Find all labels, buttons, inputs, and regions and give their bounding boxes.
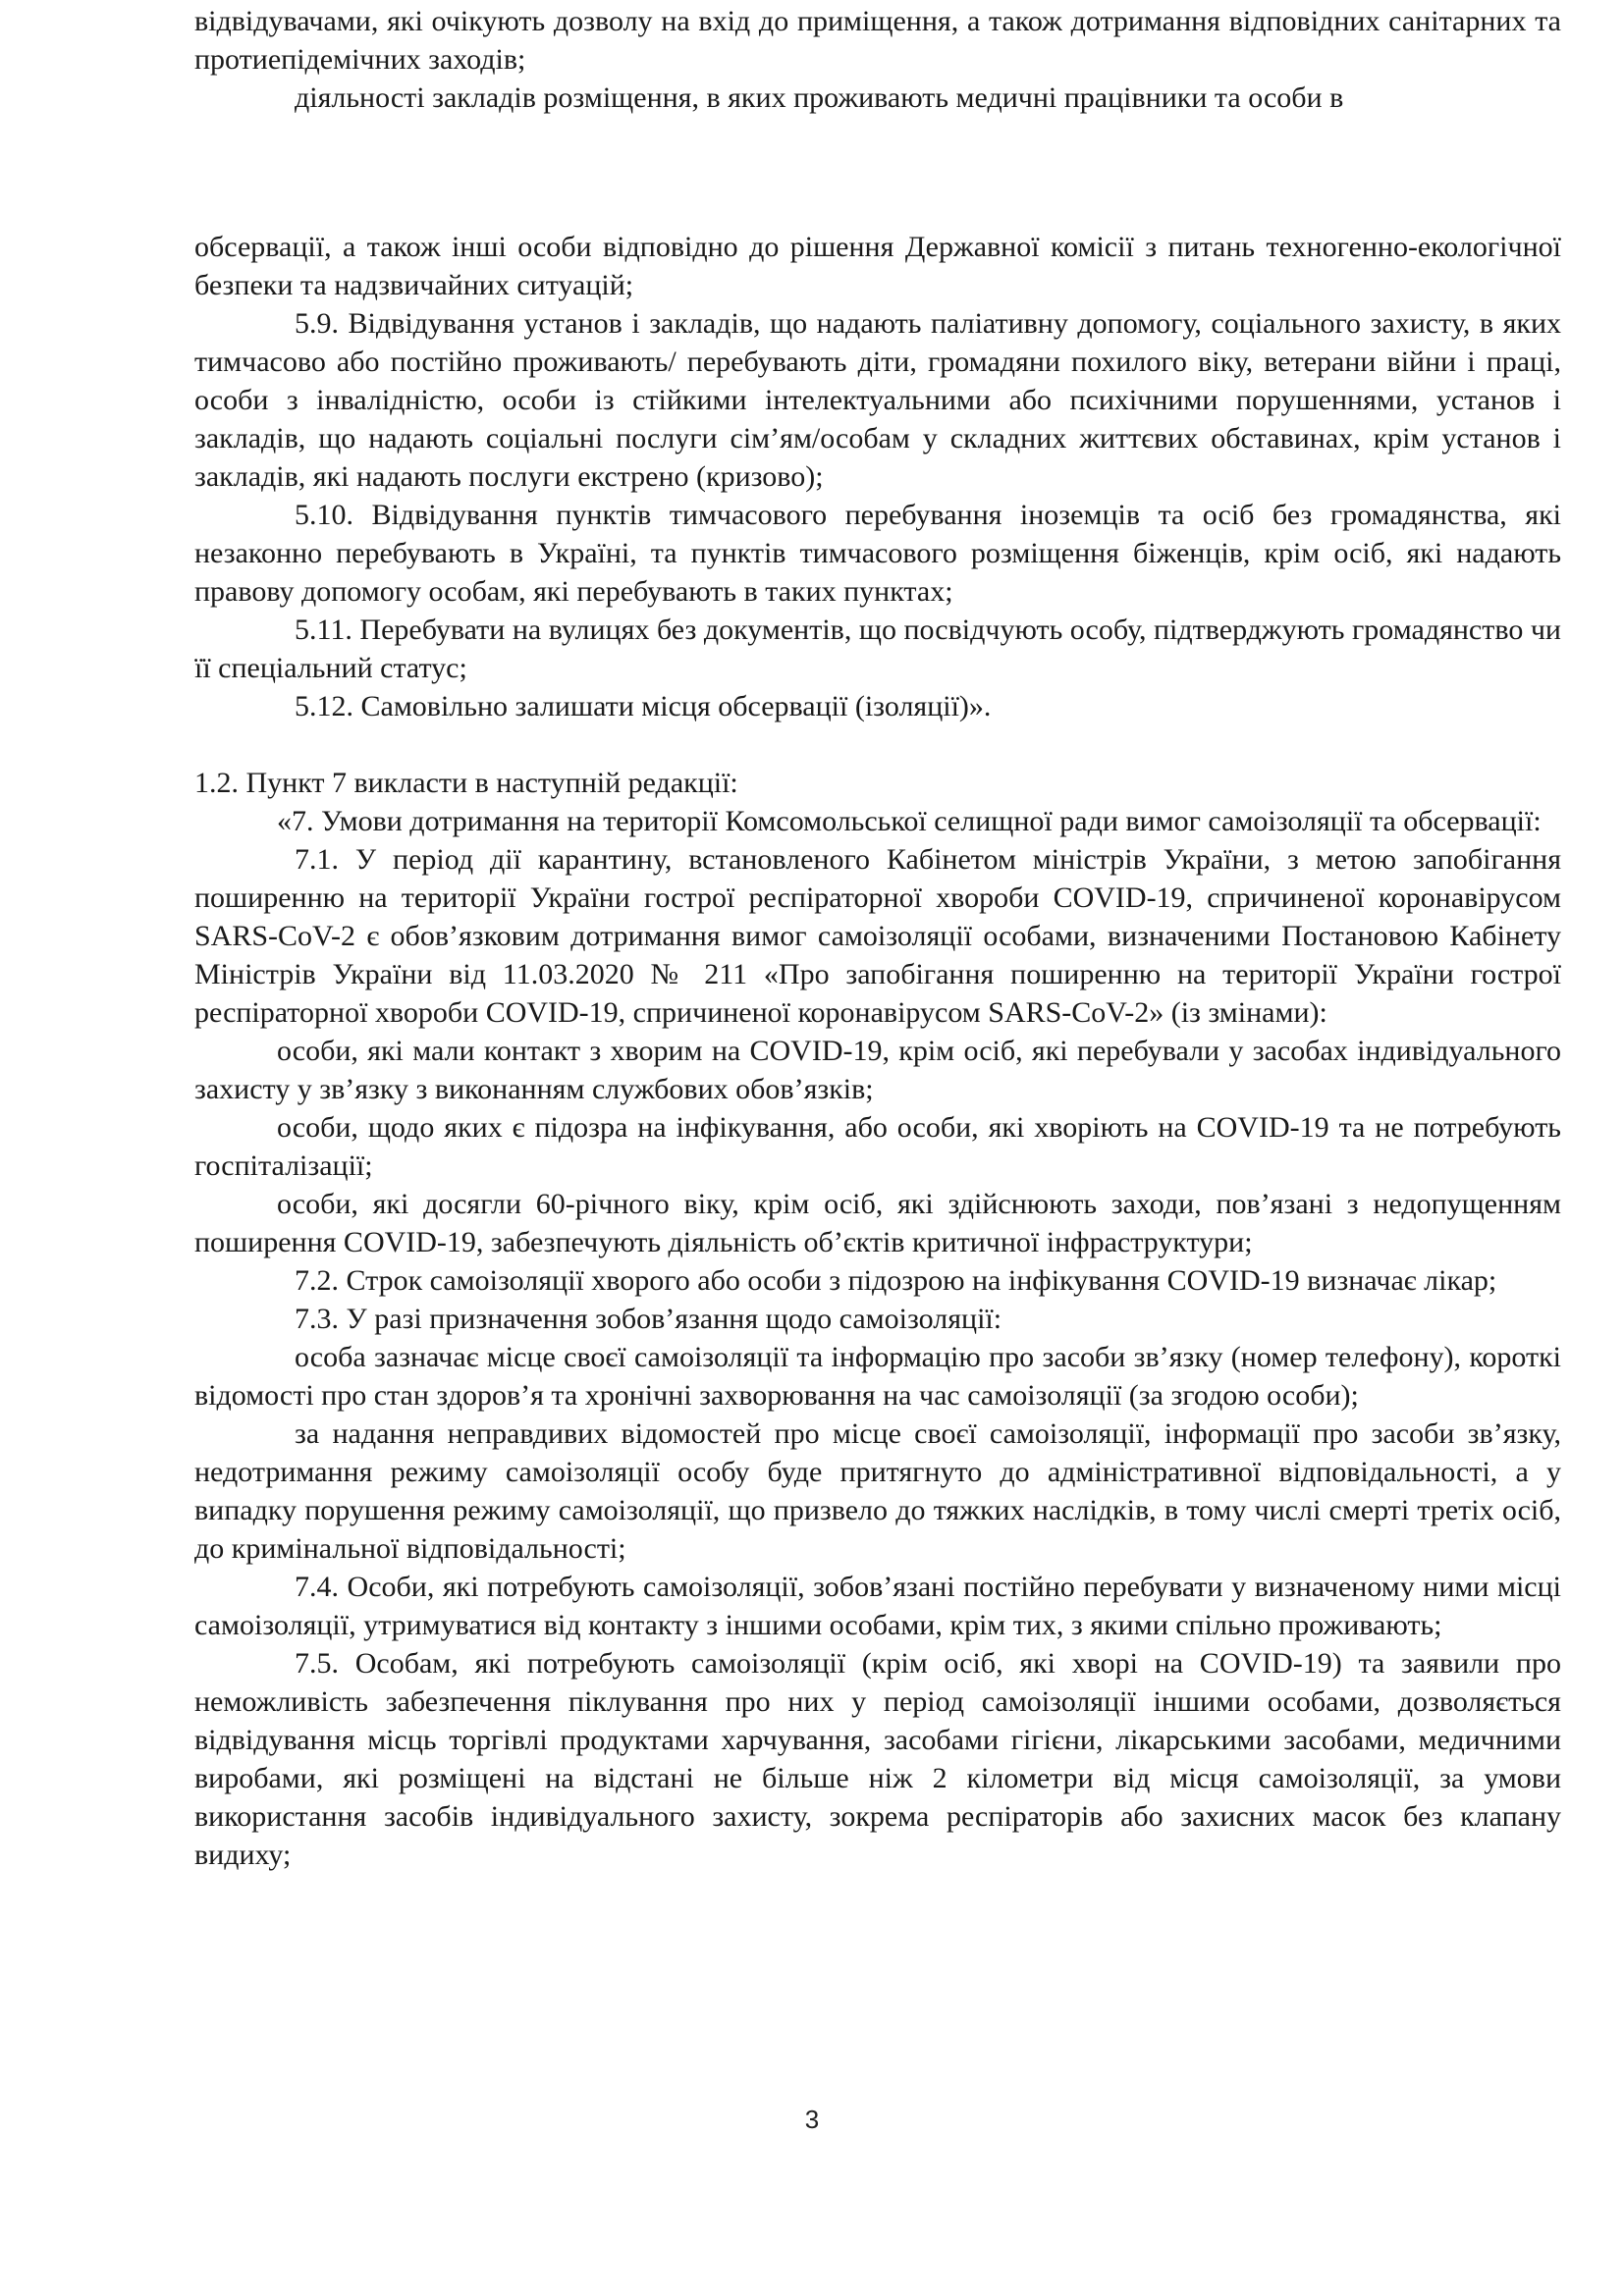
- paragraph-observation: обсервації, а також інші особи відповідно до рішення Державної комісії з питань техногенно-екологічної безпеки та надзвичайних ситуацій;: [194, 231, 1561, 301]
- item-1-2: 1.2. Пункт 7 викласти в наступній редакції:: [194, 767, 738, 799]
- page-top-fragment: [194, 2, 1561, 117]
- list-item-contact-info: особа зазначає місце своєї самоізоляції та інформацію про засоби зв’язку (номер телефону), короткі відомості про стан здоров’я та хронічні захворювання на час самоізоляції (за згодою особи);: [194, 1341, 1561, 1412]
- list-item-liability: за надання неправдивих відомостей про місце своєї самоізоляції, інформації про засоби зв’язку, недотримання режиму самоізоляції особу буде притягнуто до адміністративної відповідальності, а у випадку порушення режиму самоізоляції, що призвело до тяжких наслідків, в тому числі смерті третіх осіб, до кримінальної відповідальності;: [194, 1417, 1561, 1565]
- item-5-9: 5.9. Відвідування установ і закладів, що надають паліативну допомогу, соціального захисту, в яких тимчасово або постійно проживають/ перебувають діти, громадяни похилого віку, ветерани війни і праці, особи з інвалідністю, особи із стійкими інтелектуальними або психічними порушеннями, установ і закладів, що надають соціальні послуги сім’ям/особам у складних життєвих обставинах, крім установ і закладів, які надають послуги екстрено (кризово);: [194, 307, 1561, 493]
- item-5-11: 5.11. Перебувати на вулицях без документів, що посвідчують особу, підтверджують громадянство чи її спеціальний статус;: [194, 614, 1561, 684]
- item-7-1: 7.1. У період дії карантину, встановленого Кабінетом міністрів України, з метою запобігання поширенню на території України гострої респіраторної хвороби COVID-19, спричиненої коронавірусом SARS-CoV-2 є обов’язковим дотримання вимог самоізоляції особами, визначеними Постановою Кабінету Міністрів України від 11.03.2020 № 211 «Про запобігання поширенню на території України гострої респіраторної хвороби COVID-19, спричиненої коронавірусом SARS-CoV-2» (із змінами):: [194, 843, 1561, 1029]
- list-item-age-60: особи, які досягли 60-річного віку, крім осіб, які здійснюють заходи, пов’язані з недопущенням поширення COVID-19, забезпечують діяльність об’єктів критичної інфраструктури;: [194, 1188, 1561, 1258]
- paragraph-gap: [194, 725, 1561, 764]
- item-5-12: 5.12. Самовільно залишати місця обсервації (ізоляції)».: [295, 690, 992, 722]
- item-7-5: 7.5. Особам, які потребують самоізоляції (крім осіб, які хворі на COVID-19) та заявили про неможливість забезпечення піклування про них у період самоізоляції іншими особами, дозволяється відвідування місць торгівлі продуктами харчування, засобами гігієни, лікарськими засобами, медичними виробами, які розміщені на відстані не більше ніж 2 кілометри від місця самоізоляції, за умови використання засобів індивідуального захисту, зокрема респіраторів або захисних масок без клапану видиху;: [194, 1647, 1561, 1871]
- item-7-4: 7.4. Особи, які потребують самоізоляції, зобов’язані постійно перебувати у визначеному ними місці самоізоляції, утримуватися від контакту з іншими особами, крім тих, з якими спільно проживають;: [194, 1571, 1561, 1641]
- list-item-contact: особи, які мали контакт з хворим на COVID-19, крім осіб, які перебували у засобах індивідуального захисту у зв’язку з виконанням службових обов’язків;: [194, 1035, 1561, 1105]
- paragraph-accommodation: діяльності закладів розміщення, в яких проживають медичні працівники та особи в: [295, 81, 1344, 114]
- item-7-3: 7.3. У разі призначення зобов’язання щодо самоізоляції:: [295, 1303, 1002, 1335]
- item-5-10: 5.10. Відвідування пунктів тимчасового перебування іноземців та осіб без громадянства, які незаконно перебувають в Україні, та пунктів тимчасового розміщення біженців, крім осіб, які надають правову допомогу особам, які перебувають в таких пунктах;: [194, 499, 1561, 608]
- page-body: [194, 228, 1561, 1874]
- paragraph-continuation: відвідувачами, які очікують дозволу на вхід до приміщення, а також дотримання відповідних санітарних та протиепідемічних заходів;: [194, 5, 1561, 76]
- list-item-suspected: особи, щодо яких є підозра на інфікування, або особи, які хворіють на COVID-19 та не потребують госпіталізації;: [194, 1111, 1561, 1182]
- item-7-2: 7.2. Строк самоізоляції хворого або особи з підозрою на інфікування COVID-19 визначає лікар;: [295, 1264, 1497, 1297]
- item-7-heading: «7. Умови дотримання на території Комсомольської селищної ради вимог самоізоляції та обсервації:: [277, 805, 1542, 837]
- page-number: 3: [804, 2105, 820, 2134]
